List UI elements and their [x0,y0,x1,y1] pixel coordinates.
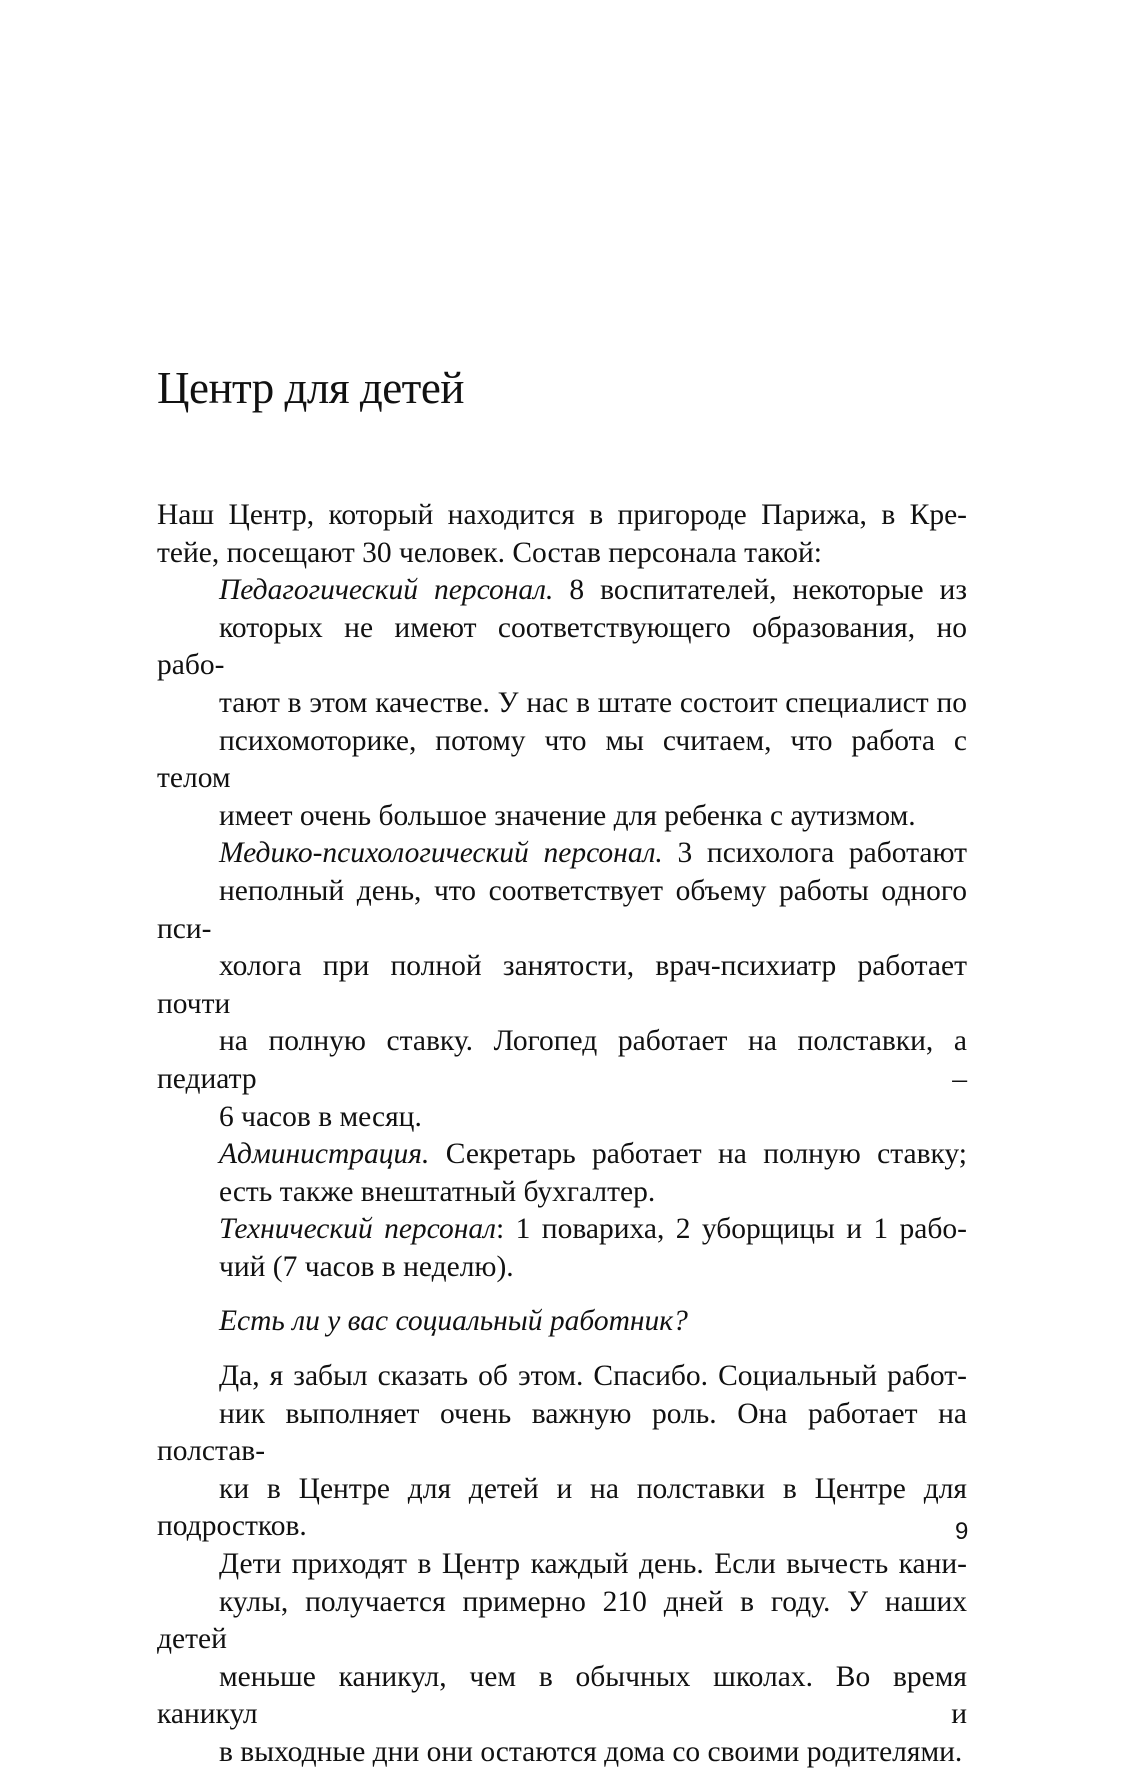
page-number: 9 [955,1518,969,1545]
text-line: ки в Центре для детей и на полставки в Центре для подростков. [157,1472,967,1543]
text-line: на полную ставку. Логопед работает на полставки, а педиатр – [157,1025,967,1095]
paragraph-administration [157,1136,967,1211]
text-line: холога при полной занятости, врач-психиатр работает почти [157,950,967,1020]
body-text [157,497,967,1772]
text-line: есть также внештатный бухгалтер. [219,1175,656,1208]
section-lead: Педагогический персонал. [219,574,554,607]
paragraph-attendance [157,1546,967,1772]
section-lead: Медико-психологический персонал. [219,837,663,870]
paragraph-intro [157,497,967,572]
paragraph-technical-staff [157,1211,967,1286]
chapter-title: Центр для детей [157,363,464,413]
text-line: имеет очень большое значение для ребенка с аутизмом. [219,799,916,832]
text-line: : 1 повариха, 2 уборщицы и 1 рабо- [496,1213,967,1246]
text-line: ник выполняет очень важную роль. Она работает на полстав- [157,1397,967,1468]
text-line: 8 воспитателей, некоторые из [553,574,967,607]
text-line: Да, я забыл сказать об этом. Спасибо. Социальный работ- [219,1360,967,1393]
interview-question [157,1303,967,1341]
text-line: тейе, посещают 30 человек. Состав персонала такой: [157,536,822,569]
section-lead: Технический персонал [219,1213,497,1246]
text-line: Наш Центр, который находится в пригороде Парижа, в Кре- [157,499,967,531]
text-line: неполный день, что соответствует объему работы одного пси- [157,874,967,945]
paragraph-pedagogical-staff [157,572,967,835]
text-line: Секретарь работает на полную ставку; [429,1138,967,1171]
question-text: Есть ли у вас социальный работник? [219,1305,688,1338]
paragraph-medical-staff [157,835,967,1136]
text-line: психомоторике, потому что мы считаем, что работа с телом [157,724,967,795]
text-line: в выходные дни они остаются дома со своими родителями. [219,1736,963,1768]
paragraph-social-worker [157,1358,967,1546]
text-line: меньше каникул, чем в обычных школах. Во время каникул и [157,1660,967,1731]
text-line: кулы, получается примерно 210 дней в году. У наших детей [157,1585,967,1656]
section-lead: Администрация. [219,1138,430,1171]
text-line: 3 психолога работают [662,837,967,870]
text-line: которых не имеют соответствующего образования, но рабо- [157,611,967,682]
text-line: Дети приходят в Центр каждый день. Если вычесть кани- [219,1548,967,1581]
text-line: 6 часов в месяц. [219,1100,422,1133]
text-line: чий (7 часов в неделю). [219,1250,514,1283]
text-line: тают в этом качестве. У нас в штате состоит специалист по [219,686,967,719]
